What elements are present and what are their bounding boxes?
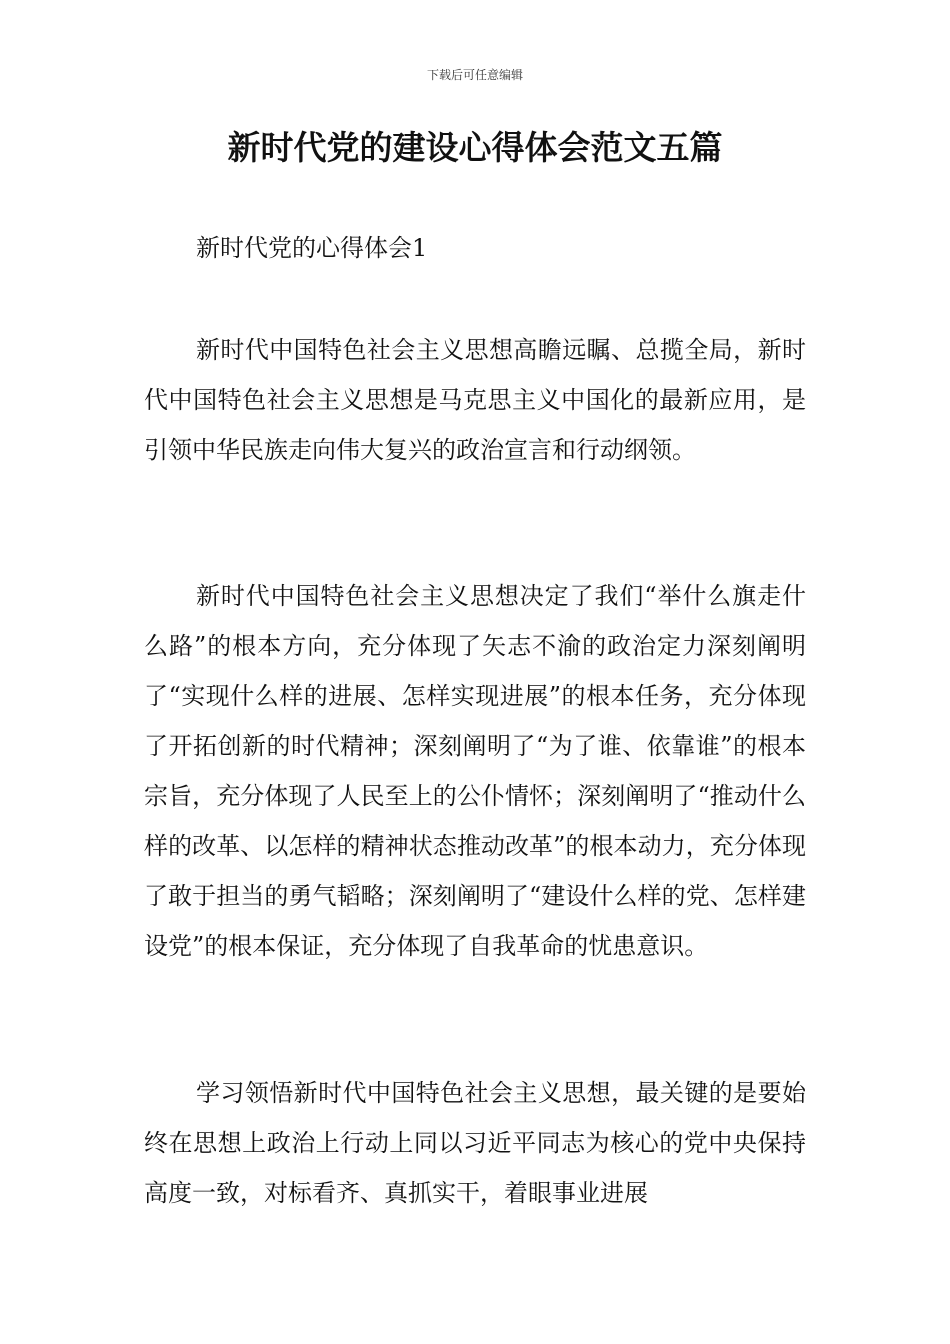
section-heading: 新时代党的心得体会1 [196, 234, 428, 262]
header-note: 下载后可任意编辑 [426, 68, 523, 82]
body-paragraph: 新时代中国特色社会主义思想决定了我们“举什么旗走什么路”的根本方向，充分体现了矢志不渝的政治定力深刻阐明了“实现什么样的进展、怎样实现进展”的根本任务，充分体现了开拓创新的时代精神；深刻阐明了“为了谁、依靠谁”的根本宗旨，充分体现了人民至上的公仆情怀；深刻阐明了“推动什么样的改革、以怎样的精神状态推动改革”的根本动力，充分体现了敢于担当的勇气韬略；深刻阐明了“建设什么样的党、怎样建设党”的根本保证，充分体现了自我革命的忧患意识。 [144, 582, 806, 960]
body-paragraph: 新时代中国特色社会主义思想高瞻远瞩、总揽全局，新时代中国特色社会主义思想是马克思主义中国化的最新应用，是引领中华民族走向伟大复兴的政治宣言和行动纲领。 [144, 336, 806, 464]
document-title: 新时代党的建设心得体会范文五篇 [227, 128, 723, 167]
body-paragraph: 学习领悟新时代中国特色社会主义思想，最关键的是要始终在思想上政治上行动上同以习近平同志为核心的党中央保持高度一致，对标看齐、真抓实干，着眼事业进展 [144, 1079, 806, 1207]
